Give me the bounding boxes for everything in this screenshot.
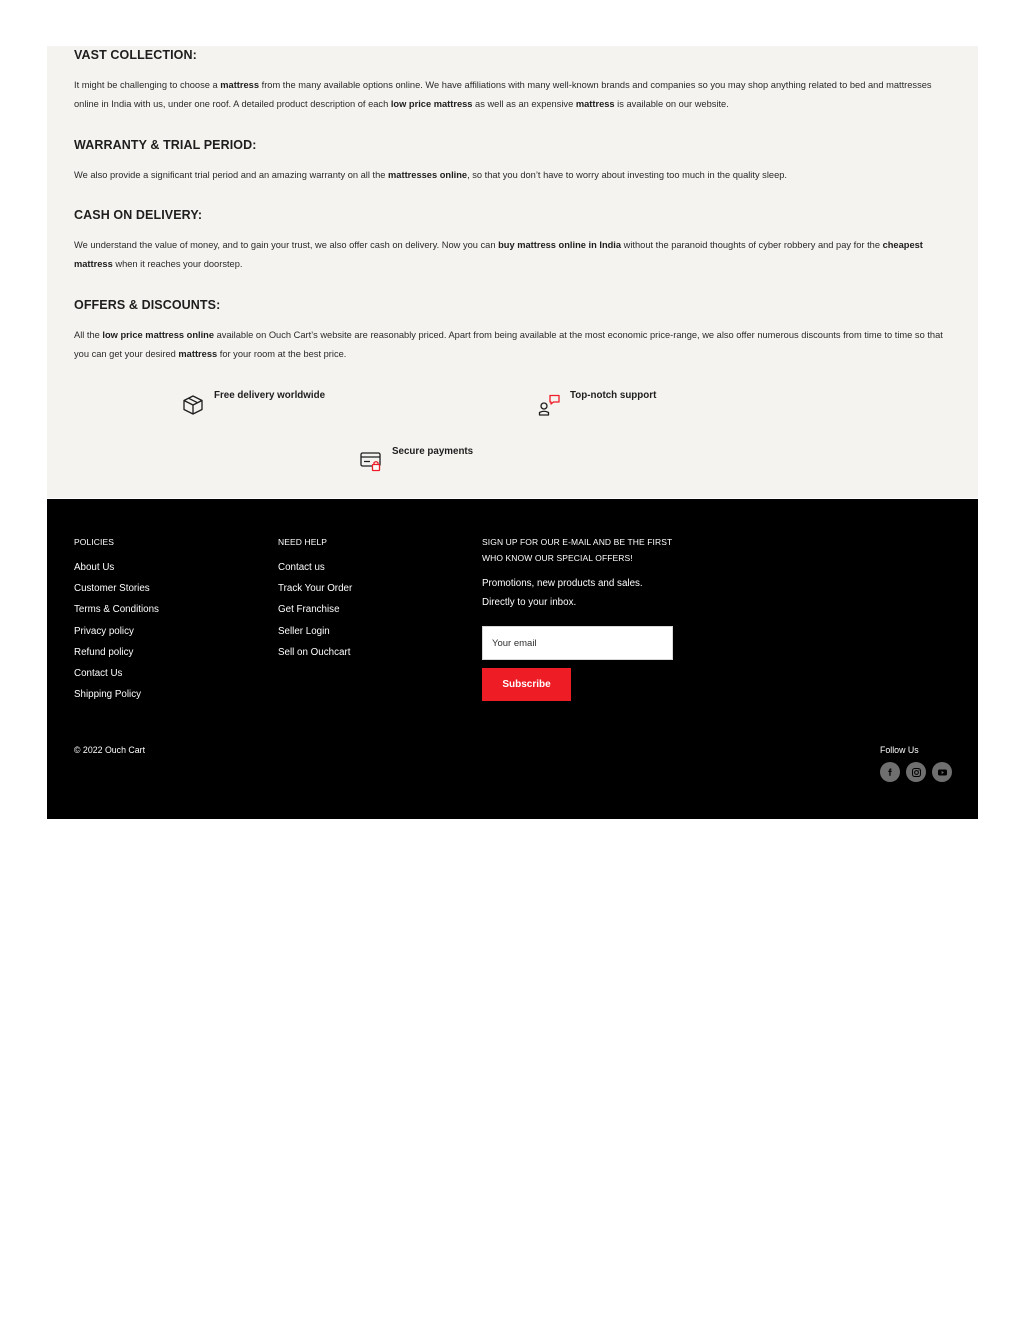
social-links [880, 762, 958, 782]
paragraph-text: We understand the value of money, and to gain your trust, we also offer cash on delivery. Now you can [74, 240, 499, 250]
feature-label: Free delivery worldwide [214, 390, 326, 401]
footer-col-need-help [278, 534, 352, 663]
feature-label: Top-notch support [570, 390, 657, 401]
secure-card-icon [359, 449, 383, 473]
footer-link-franchise[interactable]: Get Franchise [278, 604, 340, 616]
paragraph-text: , so that you don’t have to worry about investing too much in the quality sleep. [467, 170, 787, 180]
section-heading: VAST COLLECTION: [74, 48, 197, 62]
box-icon [181, 393, 205, 417]
follow-title: Follow Us [880, 745, 919, 755]
info-block-vast-collection [74, 48, 954, 114]
section-heading: OFFERS & DISCOUNTS: [74, 298, 221, 312]
newsletter-title-line1: SIGN UP FOR OUR E-MAIL AND BE THE FIRST [482, 537, 673, 547]
feature-secure-payments [359, 446, 474, 473]
paragraph-text: for your room at the best price. [217, 349, 347, 359]
newsletter-title-line2: WHO KNOW OUR SPECIAL OFFERS! [482, 553, 633, 563]
newsletter-text [482, 574, 692, 612]
newsletter-text-line1: Promotions, new products and sales. [482, 578, 643, 589]
paragraph-text: as well as an expensive [472, 99, 576, 109]
paragraph-text: when it reaches your doorstep. [112, 259, 243, 269]
paragraph-text: available on Ouch Cart’s website are reasonably priced. Apart from being available at the most economic price-range, we also offer numerous discounts from time to time so that you can get your desired [74, 330, 943, 359]
paragraph-text: is available on our website. [614, 99, 729, 109]
bold-keyword: low price mattress [390, 99, 473, 109]
info-block-offers [74, 298, 954, 364]
copyright: © 2022 Ouch Cart [74, 745, 146, 755]
youtube-icon[interactable] [932, 762, 952, 782]
footer-link-track-order[interactable]: Track Your Order [278, 583, 353, 595]
section-paragraph [74, 76, 954, 114]
section-paragraph [74, 236, 954, 274]
paragraph-text: All the [74, 330, 103, 340]
paragraph-text: from the many available options online. We have affiliations with many well-known brands and companies so you may shop anything related to bed and mattresses online in India with us, under one roof. A detailed product description of each [74, 80, 932, 109]
subscribe-button[interactable]: Subscribe [482, 668, 571, 701]
bold-keyword: mattress [575, 99, 615, 109]
footer-col-newsletter [482, 534, 692, 701]
footer-link-privacy[interactable]: Privacy policy [74, 625, 134, 637]
footer-col-title: POLICIES [74, 537, 115, 547]
bold-keyword: mattresses online [388, 170, 468, 180]
footer-link-terms[interactable]: Terms & Conditions [74, 604, 159, 616]
bold-keyword: low price mattress online [102, 330, 215, 340]
support-chat-icon [537, 393, 561, 417]
footer-link-contact-us[interactable]: Contact us [278, 562, 325, 573]
feature-label: Secure payments [392, 446, 474, 457]
bold-keyword: buy mattress online in India [498, 240, 622, 250]
feature-top-notch-support [537, 390, 657, 417]
footer-link-refund[interactable]: Refund policy [74, 646, 134, 658]
section-paragraph [74, 166, 954, 185]
site-footer [47, 499, 978, 819]
paragraph-text: without the paranoid thoughts of cyber robbery and pay for the [621, 240, 883, 250]
instagram-icon[interactable] [906, 762, 926, 782]
info-section [47, 46, 978, 498]
info-block-warranty [74, 138, 954, 185]
section-paragraph [74, 326, 954, 364]
section-heading: WARRANTY & TRIAL PERIOD: [74, 138, 257, 152]
footer-link-sell-on-ouchcart[interactable]: Sell on Ouchcart [278, 646, 351, 658]
footer-link-about-us[interactable]: About Us [74, 562, 115, 573]
footer-link-seller-login[interactable]: Seller Login [278, 625, 330, 637]
section-heading: CASH ON DELIVERY: [74, 208, 203, 222]
newsletter-text-line2: Directly to your inbox. [482, 597, 577, 608]
footer-link-contact[interactable]: Contact Us [74, 668, 123, 680]
facebook-icon[interactable] [880, 762, 900, 782]
paragraph-text: It might be challenging to choose a [74, 80, 221, 90]
paragraph-text: We also provide a significant trial period and an amazing warranty on all the [74, 170, 389, 180]
bold-keyword: mattress [220, 80, 260, 90]
follow-us [880, 745, 958, 782]
footer-links-need-help [278, 557, 352, 663]
bold-keyword: cheapest mattress [74, 240, 923, 269]
footer-col-title: NEED HELP [278, 537, 328, 547]
footer-col-policies [74, 534, 159, 705]
email-field[interactable] [482, 626, 673, 660]
info-block-cash-on-delivery [74, 208, 954, 274]
bold-keyword: mattress [178, 349, 218, 359]
feature-free-delivery [181, 390, 326, 417]
footer-link-customer-stories[interactable]: Customer Stories [74, 583, 150, 595]
footer-links-policies [74, 557, 159, 705]
footer-link-shipping[interactable]: Shipping Policy [74, 689, 141, 701]
